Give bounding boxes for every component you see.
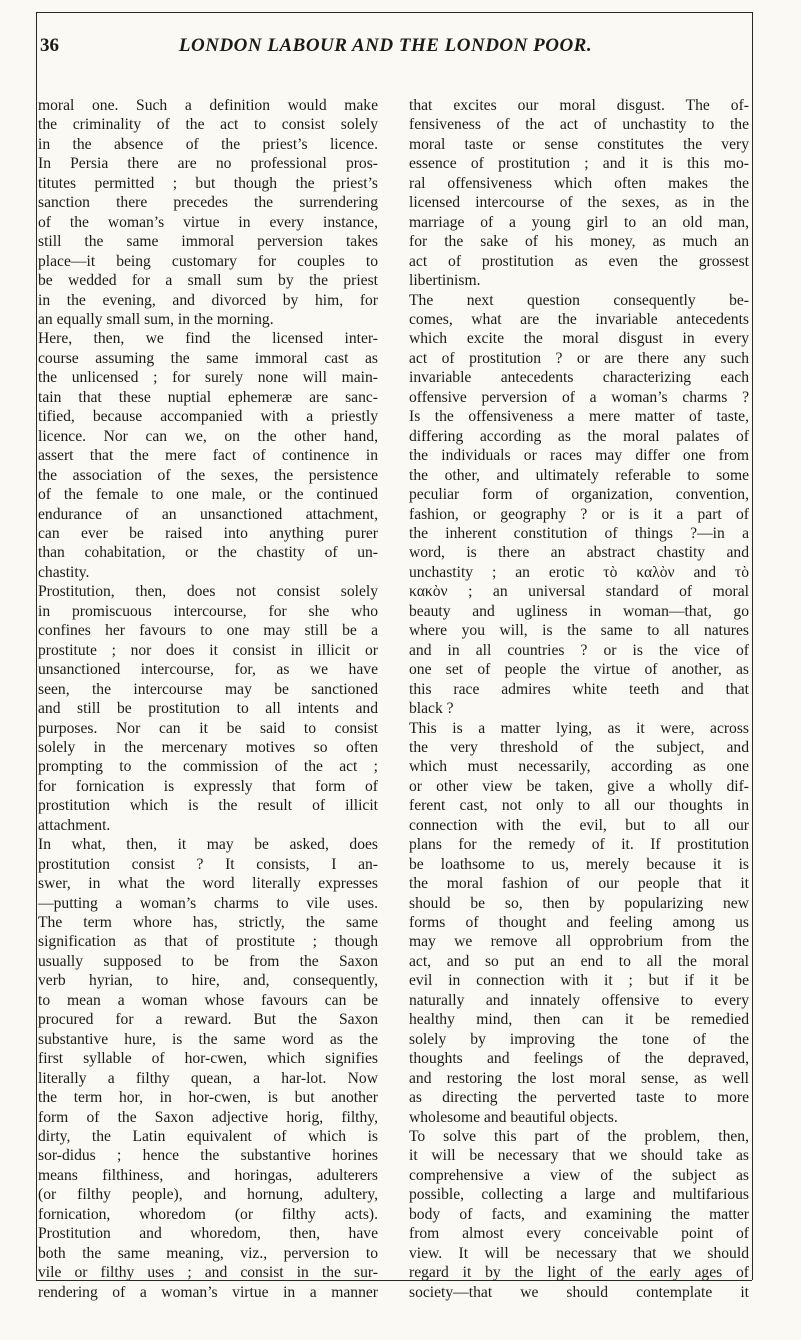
text-line: form of the Saxon adjective horig, filthy, xyxy=(38,1108,378,1126)
text-line: vile or filthy uses ; and consist in the sur- xyxy=(38,1264,378,1282)
text-line: this race admires white teeth and that xyxy=(409,680,749,698)
text-line: where you will, is the same to all natures xyxy=(409,622,749,640)
right-column xyxy=(409,96,749,1302)
text-line: licensed intercourse of the sexes, as in the xyxy=(409,194,749,212)
text-line: and in all countries ? or is the vice of xyxy=(409,641,749,659)
text-line: This is a matter lying, as it were, across xyxy=(409,719,749,737)
text-line: both the same meaning, viz., perversion to xyxy=(38,1244,378,1262)
text-line: the other, and ultimately referable to some xyxy=(409,466,749,484)
text-line: libertinism. xyxy=(409,272,481,290)
text-line: (or filthy people), and hornung, adultery, xyxy=(38,1186,378,1204)
text-line: prostitute ; nor does it consist in illicit or xyxy=(38,641,378,659)
text-line: black ? xyxy=(409,700,454,718)
running-head: LONDON LABOUR AND THE LONDON POOR. xyxy=(178,35,593,56)
text-line: in the absence of the priest’s licence. xyxy=(38,135,378,153)
text-line: purposes. Nor can it be said to consist xyxy=(38,719,378,737)
text-line: verb hyrian, to hire, and, consequently, xyxy=(38,972,378,990)
text-line: titutes permitted ; but though the priest’s xyxy=(38,174,378,192)
text-line: than cohabitation, or the chastity of un- xyxy=(38,544,378,562)
text-line: κακὸν ; an universal standard of moral xyxy=(409,583,749,601)
text-line: assert that the mere fact of continence in xyxy=(38,447,378,465)
text-line: the inherent constitution of things ?—in a xyxy=(409,524,749,542)
text-line: of the woman’s virtue in every instance, xyxy=(38,213,378,231)
text-line: thoughts and feelings of the depraved, xyxy=(409,1050,749,1068)
text-line: comes, what are the invariable antecedents xyxy=(409,310,749,328)
text-line: word, is there an abstract chastity and xyxy=(409,544,749,562)
text-line: ferent cast, not only to all our thoughts in xyxy=(409,797,749,815)
text-line: tified, because accompanied with a priestly xyxy=(38,408,378,426)
text-line: regard it by the light of the early ages of xyxy=(409,1264,749,1282)
text-line: To solve this part of the problem, then, xyxy=(409,1128,749,1146)
text-line: it will be necessary that we should take as xyxy=(409,1147,749,1165)
text-line: chastity. xyxy=(38,563,90,581)
text-line: comprehensive a view of the subject as xyxy=(409,1166,749,1184)
text-line: invariable antecedents characterizing each xyxy=(409,369,749,387)
text-line: prostitution which is the result of illicit xyxy=(38,797,378,815)
text-line: unsanctioned intercourse, for, as we have xyxy=(38,661,378,679)
text-line: be loathsome to us, merely because it is xyxy=(409,855,749,873)
text-line: unchastity ; an erotic τὸ καλὸν and τὸ xyxy=(409,563,749,581)
text-line: as directing the perverted taste to more xyxy=(409,1089,749,1107)
left-rule xyxy=(36,12,37,1280)
text-line: connection with the evil, but to all our xyxy=(409,816,749,834)
page-number: 36 xyxy=(40,35,59,56)
text-line: the very threshold of the subject, and xyxy=(409,738,749,756)
book-page xyxy=(36,12,760,1301)
text-line: may we remove all opprobrium from the xyxy=(409,933,749,951)
text-line: Prostitution and whoredom, then, have xyxy=(38,1225,378,1243)
text-line: fornication, whoredom (or filthy acts). xyxy=(38,1205,378,1223)
text-line: forms of thought and feeling among us xyxy=(409,914,749,932)
text-line: for the sake of his money, as much an xyxy=(409,233,749,251)
text-line: the criminality of the act to consist solely xyxy=(38,116,378,134)
text-line: can ever be raised into anything purer xyxy=(38,524,378,542)
text-line: usually supposed to be from the Saxon xyxy=(38,952,378,970)
text-line: moral taste or sense constitutes the very xyxy=(409,135,749,153)
text-line: essence of prostitution ; and it is this mo- xyxy=(409,155,749,173)
text-line: plans for the remedy of it. If prostitution xyxy=(409,836,749,854)
page-header xyxy=(36,28,752,64)
text-line: means filthiness, and horingas, adulterers xyxy=(38,1166,378,1184)
top-rule xyxy=(36,12,752,13)
text-line: sor-didus ; hence the substantive horines xyxy=(38,1147,378,1165)
text-line: The term whore has, strictly, the same xyxy=(38,914,378,932)
text-line: Is the offensiveness a mere matter of taste, xyxy=(409,408,749,426)
text-line: sanction there precedes the surrendering xyxy=(38,194,378,212)
text-line: differing according as the moral palates of xyxy=(409,427,749,445)
text-line: In Persia there are no professional pros- xyxy=(38,155,378,173)
text-line: solely by improving the tone of the xyxy=(409,1030,749,1048)
text-line: healthy mind, then can it be remedied xyxy=(409,1011,749,1029)
text-line: in the evening, and divorced by him, for xyxy=(38,291,378,309)
text-line: and restoring the lost moral sense, as well xyxy=(409,1069,749,1087)
text-line: act, and so put an end to all the moral xyxy=(409,952,749,970)
text-line: which must necessarily, according as one xyxy=(409,758,749,776)
right-rule xyxy=(752,12,753,1280)
text-line: peculiar form of organization, convention, xyxy=(409,486,749,504)
text-line: procured for a reward. But the Saxon xyxy=(38,1011,378,1029)
text-line: act of prostitution as even the grossest xyxy=(409,252,749,270)
text-line: and still be prostitution to all intents and xyxy=(38,700,378,718)
text-line: moral one. Such a definition would make xyxy=(38,97,378,114)
text-line: Here, then, we find the licensed inter- xyxy=(38,330,378,348)
text-line: body of facts, and examining the matter xyxy=(409,1205,749,1223)
text-line: marriage of a young girl to an old man, xyxy=(409,213,749,231)
text-line: place—it being customary for couples to xyxy=(38,252,378,270)
text-line: seen, the intercourse may be sanctioned xyxy=(38,680,378,698)
text-line: to mean a woman whose favours can be xyxy=(38,991,378,1009)
text-line: ral offensiveness which often makes the xyxy=(409,174,749,192)
text-line: the association of the sexes, the persistence xyxy=(38,466,378,484)
text-line: which excite the moral disgust in every xyxy=(409,330,749,348)
text-line: prompting to the commission of the act ; xyxy=(38,758,378,776)
text-line: the unlicensed ; for surely none will main- xyxy=(38,369,378,387)
text-line: naturally and innately offensive to every xyxy=(409,991,749,1009)
text-line: Prostitution, then, does not consist solely xyxy=(38,583,378,601)
text-line: dirty, the Latin equivalent of which is xyxy=(38,1128,378,1146)
text-line: literally a filthy quean, a har-lot. Now xyxy=(38,1069,378,1087)
text-line: offensive perversion of a woman’s charms ? xyxy=(409,388,749,406)
text-line: course assuming the same immoral cast as xyxy=(38,349,378,367)
text-line: —putting a woman’s charms to vile uses. xyxy=(38,894,378,912)
text-line: view. It will be necessary that we should xyxy=(409,1244,749,1262)
text-line: should be so, then by popularizing new xyxy=(409,894,749,912)
text-line: wholesome and beautiful objects. xyxy=(409,1108,618,1126)
text-line: signification as that of prostitute ; though xyxy=(38,933,378,951)
text-line: endurance of an unsanctioned attachment, xyxy=(38,505,378,523)
text-line: one set of people the virtue of another, as xyxy=(409,661,749,679)
text-line: an equally small sum, in the morning. xyxy=(38,310,274,328)
text-line: swer, in what the word literally expresses xyxy=(38,875,378,893)
text-line: the term hor, in hor-cwen, is but another xyxy=(38,1089,378,1107)
text-line: for fornication is expressly that form of xyxy=(38,777,378,795)
text-line: fensiveness of the act of unchastity to the xyxy=(409,116,749,134)
text-line: solely in the mercenary motives so often xyxy=(38,738,378,756)
text-line: fashion, or geography ? or is it a part of xyxy=(409,505,749,523)
text-line: substantive hure, is the same word as the xyxy=(38,1030,378,1048)
text-line: in promiscuous intercourse, for she who xyxy=(38,602,378,620)
text-line: tain that these nuptial ephemeræ are sanc- xyxy=(38,388,378,406)
text-line: that excites our moral disgust. The of- xyxy=(409,97,749,114)
text-line: prostitution consist ? It consists, I an- xyxy=(38,855,378,873)
text-line: confines her favours to one may still be a xyxy=(38,622,378,640)
text-line: be wedded for a small sum by the priest xyxy=(38,272,378,290)
text-line: society—that we should contemplate it xyxy=(409,1283,749,1301)
text-line: possible, collecting a large and multifarious xyxy=(409,1186,749,1204)
text-line: first syllable of hor-cwen, which signifies xyxy=(38,1050,378,1068)
text-line: or other view be taken, give a wholly dif- xyxy=(409,777,749,795)
text-line: In what, then, it may be asked, does xyxy=(38,836,378,854)
text-line: evil in connection with it ; but if it be xyxy=(409,972,749,990)
text-line: attachment. xyxy=(38,816,111,834)
text-line: The next question consequently be- xyxy=(409,291,749,309)
text-line: beauty and ugliness in woman—that, go xyxy=(409,602,749,620)
text-line: from almost every conceivable point of xyxy=(409,1225,749,1243)
text-line: licence. Nor can we, on the other hand, xyxy=(38,427,378,445)
text-line: the moral fashion of our people that it xyxy=(409,875,749,893)
text-line: act of prostitution ? or are there any such xyxy=(409,349,749,367)
text-line: still the same immoral perversion takes xyxy=(38,233,378,251)
text-line: the individuals or races may differ one from xyxy=(409,447,749,465)
text-line: rendering of a woman’s virtue in a manner xyxy=(38,1283,378,1301)
left-column xyxy=(38,96,378,1302)
text-line: of the female to one male, or the continued xyxy=(38,486,378,504)
